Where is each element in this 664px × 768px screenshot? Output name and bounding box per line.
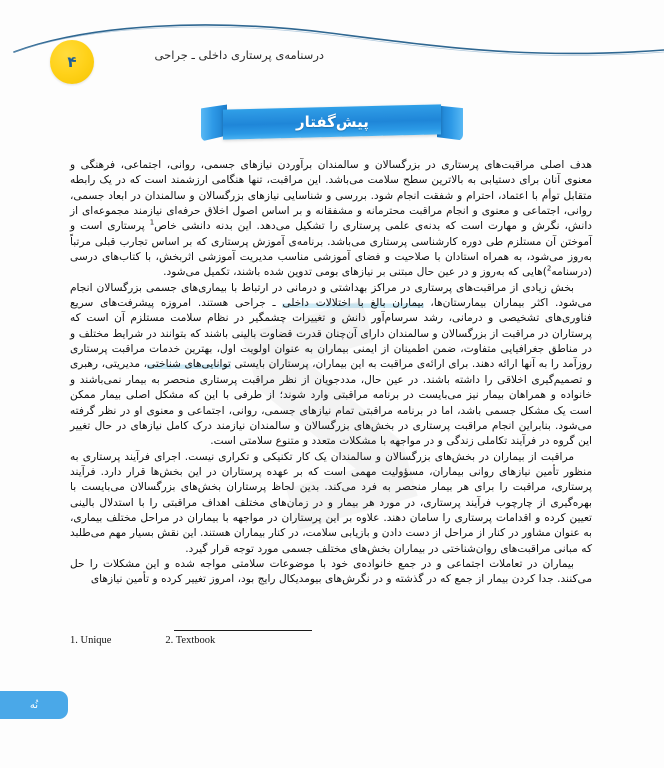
footnote-list	[70, 635, 592, 646]
ribbon-body	[223, 104, 441, 139]
paragraph-3: مراقبت از بیماران در بخش‌های بزرگسالان و سالمندان یک کار تکنیکی و تکراری نیست. اجرای فرآیند پرستاری به منظور تأمین نیازهای روانی بیماران، مسؤولیت مهمی است که بر عهده پرستاران در این بخش‌ها قرار دارد. فرآیند پرستاری، مراقبت را برای هر بیمار منحصر به فرد می‌کند. بدین لحاظ پرستاران بخش‌های بزرگسالان می‌بایست با بهره‌گیری از چارچوب فرآیند پرستاری، در مورد هر بیمار و در زمان‌های مختلف اهداف مراقبتی را با استدلال بالینی تعیین کرده و اقدامات پرستاری را سامان دهند. علاوه بر این پرستاران در مواجهه با بیماران در مراحل مختلف بیماری، به عنوان مشاور در کنار از مراحل از دست دادن و بازیابی سلامت، در کنار بیماران هستند. این نقش بسیار مهم می‌طلبد که مبانی مراقبت‌های روان‌شناختی در بیماران بخش‌های مختلف جسمی مورد توجه قرار گیرد.	[70, 450, 592, 555]
header-swoosh-decoration	[0, 0, 664, 105]
footnote-marker: 2	[546, 264, 552, 273]
footnote-number-1: 1.	[70, 635, 78, 646]
page-number-badge	[50, 40, 94, 84]
paragraph-2: بخش زیادی از مراقبت‌های پرستاری در مراکز بهداشتی و درمانی در ارتباط با بیماری‌های جسمی بزرگسالان انجام می‌شود. اکثر بیماران بیمارستان‌ها، بیماران بالغ با اختلالات داخلی ـ جراحی هستند. امروزه پیشرفت‌های سریع فناوری‌های تشخیصی و درمانی، رشد سرسام‌آور دانش و تغییرات چشمگیر در نظام سلامت مستلزم آن است که پرستاران در مراقبت از بزرگسالان و سالمندان دارای آن‌چنان قدرت قضاوت بالینی باشند که بتوانند در شرایط مختلف و در مناطق جغرافیایی متفاوت، ضمن اطمینان از ایمنی بیماران به عنوان اولویت اول، بهترین خدمات مراقبت پرستاری روزآمد را به آنها ارائه دهند. برای ارائه‌ی مراقبت به این بیماران، پرستاران بایستی توانایی‌های شناختی، مدیریتی، رهبری و تصمیم‌گیری اخلاقی را داشته باشند. در عین حال، مددجویان از نظر مراقبت پرستاری منحصر به بیمار نمی‌باشند و خانواده و همراهان بیمار نیز می‌بایست در برنامه مراقبتی وارد شوند؛ از طرفی با این که مشکل اصلی بیمار ممکن است یک مشکل جسمی باشد، اما در برنامه مراقبتی تمام نیازهای جسمی، روانی، اجتماعی و معنوی او در نظر گرفته می‌شود. بنابراین انجام مراقبت پرستاری در بخش‌های بزرگسالان و سالمندان نیازمند درک کامل نیازهای در حال تغییر این گروه در فرآیند تکاملی زندگی و در مواجهه با مشکلات متعدد و متنوع سلامتی است.	[70, 281, 592, 448]
highlighted-text: توانایی‌های شناختی	[147, 358, 231, 371]
footer-page-label: نُه	[29, 699, 39, 711]
footnote-separator-rule	[174, 630, 312, 631]
footnotes-section	[70, 630, 592, 646]
paragraph-4: بیماران در تعاملات اجتماعی و در جمع خانواده‌ی خود با موضوعات سلامتی مواجه شده و این مشکلات را حل می‌کنند. جدا کردن بیمار از جمع که در گذشته و در نگرش‌های بیومدیکال رایج بود، امروز تغییر کرده و تأمین نیازهای	[70, 557, 592, 586]
footnote-item-2	[165, 635, 215, 646]
footnote-label-1: Unique	[80, 635, 112, 646]
ribbon-graphic	[201, 105, 463, 139]
article-body	[70, 158, 592, 588]
book-title-header: درسنامه‌ی پرستاری داخلی ـ جراحی	[154, 48, 324, 62]
page-header	[0, 0, 664, 105]
highlighted-text: بیماران بالغ با اختلالات داخلی	[282, 297, 424, 310]
section-banner	[0, 96, 664, 148]
paragraph-1: هدف اصلی مراقبت‌های پرستاری در بزرگسالان و سالمندان برآوردن نیازهای جسمی، روانی، اجتماعی، فرهنگی و معنوی آنان برای دستیابی به بالاترین سطح سلامت می‌باشد. این مراقبت، تنها هنگامی ارزشمند است که در یک رابطه متقابل توأم با اعتماد، احترام و شفقت انجام شود. بررسی و شناسایی نیازهای بزرگسالان و سالمندان در ابعاد جسمی، روانی، اجتماعی و معنوی و انجام مراقبت محترمانه و مشفقانه و بر اساس اصول اخلاق حرفه‌ای نیازمند مجموعه‌ای از دانش، نگرش و مهارت است که بدنه‌ی علمی پرستاری را تشکیل می‌دهد. این بدنه دانشی خاص$^1$ پرستاری است و آموختن آن مستلزم طی دوره کارشناسی پرستاری می‌باشد. برنامه‌ی آموزش پرستاری که بر اساس تجارب قبلی مرتباً به‌روز می‌شود، به همراه استادان با صلاحیت و فضای آموزشی مناسب مدیریت آموزشی اثربخش، با کتاب‌های درسی (درسنامه$^2$)هایی که به‌روز و در عین حال مبتنی بر نیازهای بومی تدوین شده باشند، تکمیل می‌شود.	[70, 159, 593, 279]
footer-page-tab	[0, 691, 68, 719]
footnote-label-2: Textbook	[175, 635, 216, 646]
footnote-item-1	[70, 635, 111, 646]
section-title: پیش‌گفتار	[295, 113, 369, 131]
page-number-text: ۴	[67, 52, 77, 71]
footnote-number-2: 2.	[165, 635, 174, 646]
footnote-marker: 1	[149, 218, 155, 227]
